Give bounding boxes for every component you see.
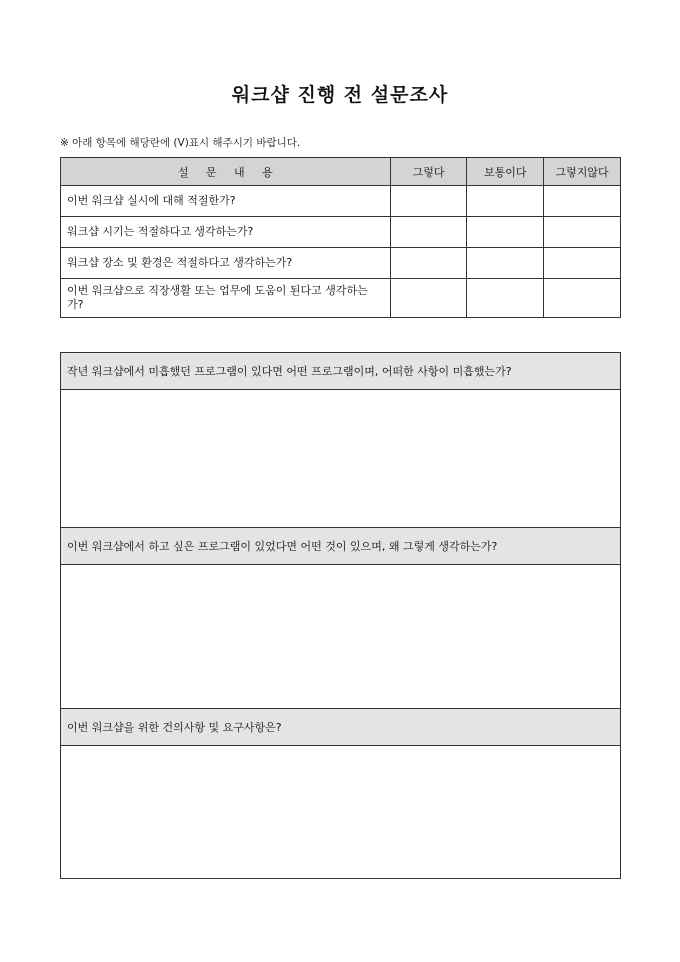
answer-cell-neutral[interactable] [467, 248, 544, 279]
section-question: 이번 워크샵에서 하고 싶은 프로그램이 있었다면 어떤 것이 있으며, 왜 그렇게 생각하는가? [61, 528, 620, 565]
question-text: 워크샵 장소 및 환경은 적절하다고 생각하는가? [61, 248, 391, 279]
answer-cell-disagree[interactable] [544, 279, 621, 318]
answer-cell-neutral[interactable] [467, 217, 544, 248]
answer-area[interactable] [61, 390, 620, 528]
question-text: 이번 워크샵 실시에 대해 적절한가? [61, 186, 391, 217]
survey-table [60, 157, 621, 318]
answer-cell-neutral[interactable] [467, 279, 544, 318]
table-row [61, 279, 621, 318]
instruction-note: ※ 아래 항목에 해당란에 (V)표시 해주시기 바랍니다. [60, 137, 301, 149]
answer-cell-disagree[interactable] [544, 217, 621, 248]
header-option-disagree: 그렇지않다 [544, 158, 621, 186]
answer-cell-disagree[interactable] [544, 248, 621, 279]
header-question: 설 문 내 용 [61, 158, 391, 186]
table-row [61, 248, 621, 279]
section-question: 이번 워크샵을 위한 건의사항 및 요구사항은? [61, 709, 620, 746]
table-header-row [61, 158, 621, 186]
table-row [61, 217, 621, 248]
answer-area[interactable] [61, 746, 620, 878]
page-title: 워크샵 진행 전 설문조사 [231, 84, 449, 106]
open-questions [60, 352, 621, 879]
answer-cell-neutral[interactable] [467, 186, 544, 217]
header-option-agree: 그렇다 [390, 158, 467, 186]
answer-cell-agree[interactable] [390, 279, 467, 318]
question-text: 워크샵 시기는 적절하다고 생각하는가? [61, 217, 391, 248]
header-option-neutral: 보통이다 [467, 158, 544, 186]
answer-cell-agree[interactable] [390, 186, 467, 217]
section-question: 작년 워크샵에서 미흡했던 프로그램이 있다면 어떤 프로그램이며, 어떠한 사항이 미흡했는가? [61, 353, 620, 390]
table-row [61, 186, 621, 217]
answer-cell-agree[interactable] [390, 248, 467, 279]
answer-cell-disagree[interactable] [544, 186, 621, 217]
answer-area[interactable] [61, 565, 620, 709]
answer-cell-agree[interactable] [390, 217, 467, 248]
question-text: 이번 워크샵으로 직장생활 또는 업무에 도움이 된다고 생각하는가? [61, 279, 391, 318]
